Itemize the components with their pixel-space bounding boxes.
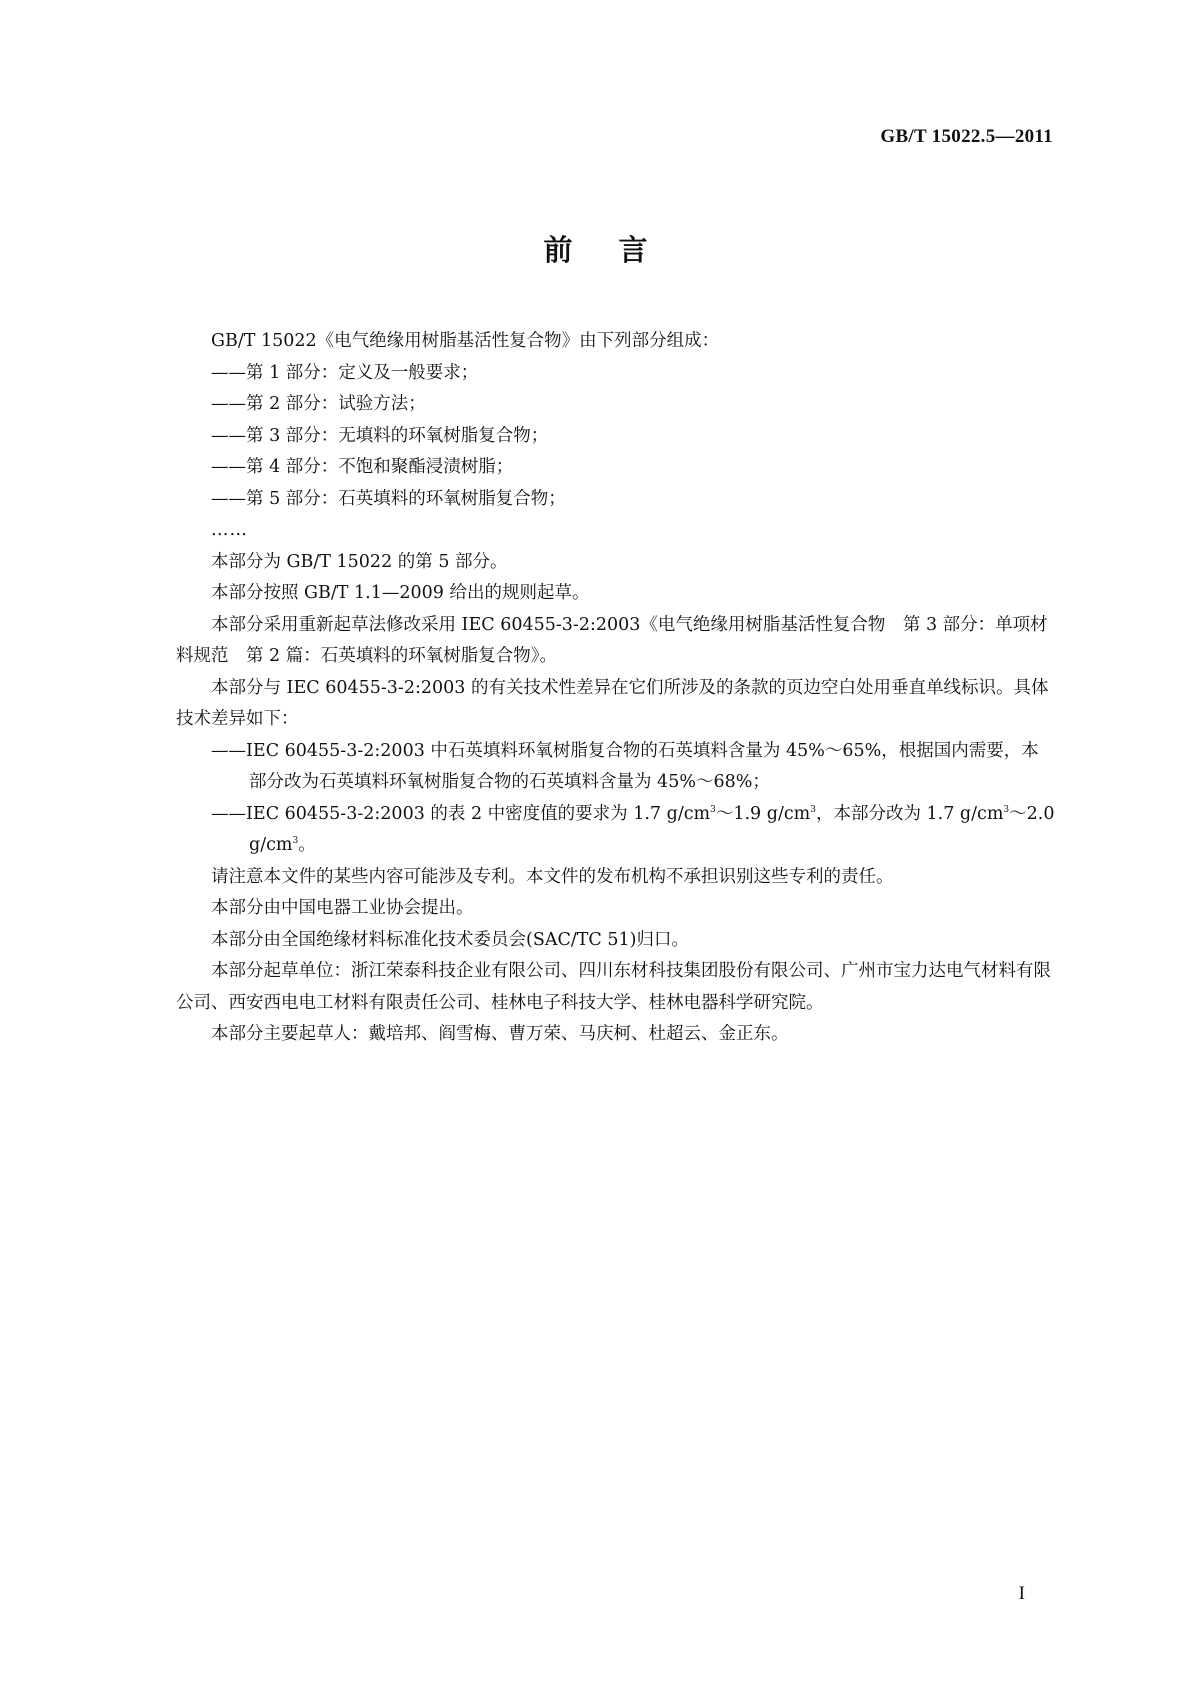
superscript: 3 — [810, 804, 816, 815]
patent-paragraph: 请注意本文件的某些内容可能涉及专利。本文件的发布机构不承担识别这些专利的责任。 — [211, 866, 894, 887]
difference-text: ，本部分改为 1.7 g/cm — [815, 803, 1004, 824]
page-number: I — [1018, 1583, 1025, 1604]
part-list-item: ——第 2 部分：试验方法； — [211, 394, 426, 414]
drafters-paragraph: 本部分主要起草人：戴培邦、阎雪梅、曹万荣、马庆柯、杜超云、金正东。 — [211, 1024, 789, 1044]
list-ellipsis: …… — [211, 520, 248, 540]
drafting-rules-paragraph: 本部分按照 GB/T 1.1—2009 给出的规则起草。 — [211, 583, 590, 603]
superscript: 3 — [1003, 804, 1010, 815]
page-title: 前言 — [543, 233, 694, 267]
part-list-item: ——第 1 部分：定义及一般要求； — [211, 362, 479, 383]
part-list-item: ——第 4 部分：不饱和聚酯浸渍树脂； — [211, 457, 514, 477]
intro-paragraph: GB/T 15022《电气绝缘用树脂基活性复合物》由下列部分组成： — [211, 331, 720, 351]
difference-item: ——IEC 60455-3-2:2003 中石英填料环氧树脂复合物的石英填料含量为 45%～65%，根据国内需要，本部分改为石英填料环氧树脂复合物的石英填料含量为 45%～68%； — [211, 740, 1039, 792]
drafting-units-paragraph: 本部分起草单位：浙江荣泰科技企业有限公司、四川东材科技集团股份有限公司、广州市宝力达电气材料有限公司、西安西电电工材料有限责任公司、桂林电子科技大学、桂林电器科学研究院。 — [176, 961, 1051, 1013]
adoption-paragraph: 本部分采用重新起草法修改采用 IEC 60455-3-2:2003《电气绝缘用树脂基活性复合物 第 3 部分：单项材料规范 第 2 篇：石英填料的环氧树脂复合物》。 — [176, 614, 1048, 666]
document-code: GB/T 15022.5—2011 — [880, 126, 1053, 147]
difference-text: ～2.0 g/cm — [249, 803, 1055, 855]
proposer-paragraph: 本部分由中国电器工业协会提出。 — [211, 898, 474, 918]
difference-text: 。 — [298, 835, 316, 855]
superscript: 3 — [710, 804, 716, 815]
part-list-item: ——第 3 部分：无填料的环氧树脂复合物； — [211, 425, 549, 446]
foreword-body — [176, 326, 1056, 1051]
part-list-item: ——第 5 部分：石英填料的环氧树脂复合物； — [211, 488, 566, 509]
difference-text: ——IEC 60455-3-2:2003 的表 2 中密度值的要求为 1.7 g/cm — [211, 803, 711, 824]
differences-intro-paragraph: 本部分与 IEC 60455-3-2:2003 的有关技术性差异在它们所涉及的条款的页边空白处用垂直单线标识。具体技术差异如下： — [176, 677, 1049, 729]
superscript: 3 — [292, 836, 299, 846]
difference-item — [176, 799, 1056, 862]
centralized-paragraph: 本部分由全国绝缘材料标准化技术委员会(SAC/TC 51)归口。 — [211, 929, 689, 950]
difference-text: ～1.9 g/cm — [715, 803, 811, 824]
part5-paragraph: 本部分为 GB/T 15022 的第 5 部分。 — [211, 551, 508, 572]
